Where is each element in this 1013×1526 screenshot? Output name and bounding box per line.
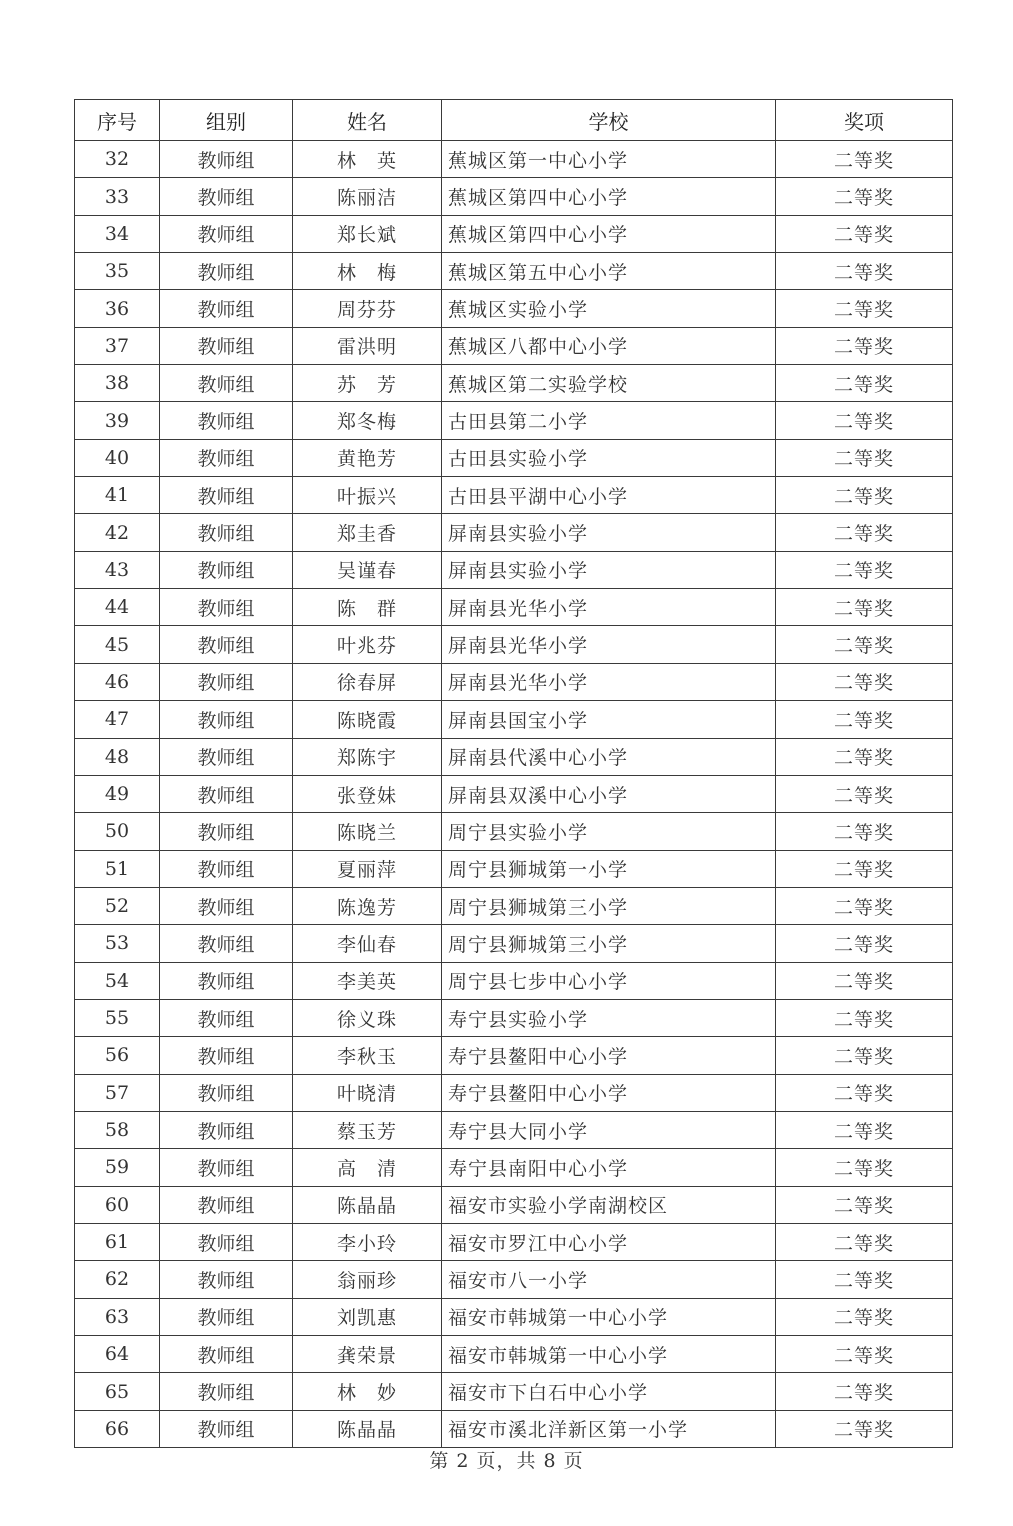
cell-num: 47 [75,701,160,738]
table-row [75,589,953,626]
cell-award: 二等奖 [776,1336,953,1373]
cell-num: 46 [75,663,160,700]
table-row [75,514,953,551]
page-footer: 第 2 页，共 8 页 [429,1450,584,1472]
table-row [75,1223,953,1260]
cell-group: 教师组 [160,1111,293,1148]
cell-num: 45 [75,626,160,663]
cell-name: 徐义珠 [293,999,442,1036]
cell-award: 二等奖 [776,1261,953,1298]
cell-name: 陈晶晶 [293,1410,442,1447]
cell-award: 二等奖 [776,626,953,663]
cell-school: 寿宁县南阳中心小学 [442,1149,776,1186]
cell-group: 教师组 [160,290,293,327]
table-row [75,1111,953,1148]
cell-group: 教师组 [160,402,293,439]
cell-award: 二等奖 [776,178,953,215]
table-row [75,850,953,887]
table-row [75,1410,953,1447]
cell-name: 叶兆芬 [293,626,442,663]
cell-name: 周芬芬 [293,290,442,327]
table-row [75,477,953,514]
cell-group: 教师组 [160,1149,293,1186]
cell-group: 教师组 [160,738,293,775]
cell-num: 66 [75,1410,160,1447]
cell-school: 屏南县光华小学 [442,663,776,700]
table-row [75,327,953,364]
cell-school: 古田县第二小学 [442,402,776,439]
header-group: 组别 [160,100,293,141]
cell-school: 寿宁县鳌阳中心小学 [442,1037,776,1074]
cell-award: 二等奖 [776,738,953,775]
cell-award: 二等奖 [776,514,953,551]
cell-group: 教师组 [160,327,293,364]
table-row [75,813,953,850]
cell-name: 李小玲 [293,1223,442,1260]
cell-school: 屏南县代溪中心小学 [442,738,776,775]
cell-award: 二等奖 [776,1186,953,1223]
cell-school: 屏南县国宝小学 [442,701,776,738]
cell-award: 二等奖 [776,663,953,700]
cell-school: 福安市八一小学 [442,1261,776,1298]
cell-group: 教师组 [160,1223,293,1260]
table-row [75,365,953,402]
cell-name: 陈晓霞 [293,701,442,738]
table-row [75,141,953,178]
table-row [75,1149,953,1186]
table-body [75,141,953,1448]
cell-award: 二等奖 [776,925,953,962]
cell-num: 65 [75,1373,160,1410]
cell-group: 教师组 [160,141,293,178]
cell-num: 58 [75,1111,160,1148]
cell-name: 陈丽洁 [293,178,442,215]
cell-group: 教师组 [160,439,293,476]
cell-num: 36 [75,290,160,327]
header-num: 序号 [75,100,160,141]
table-row [75,1037,953,1074]
cell-group: 教师组 [160,215,293,252]
cell-group: 教师组 [160,775,293,812]
cell-group: 教师组 [160,253,293,290]
cell-name: 黄艳芳 [293,439,442,476]
cell-school: 屏南县实验小学 [442,551,776,588]
cell-school: 福安市实验小学南湖校区 [442,1186,776,1223]
table-row [75,887,953,924]
table-row [75,999,953,1036]
table-row [75,775,953,812]
cell-school: 周宁县狮城第三小学 [442,925,776,962]
cell-num: 64 [75,1336,160,1373]
cell-num: 49 [75,775,160,812]
cell-name: 郑陈宇 [293,738,442,775]
cell-group: 教师组 [160,1186,293,1223]
cell-name: 李美英 [293,962,442,999]
cell-name: 陈逸芳 [293,887,442,924]
cell-award: 二等奖 [776,141,953,178]
cell-school: 蕉城区第二实验学校 [442,365,776,402]
table-row [75,663,953,700]
table-row [75,1074,953,1111]
cell-school: 屏南县实验小学 [442,514,776,551]
cell-num: 57 [75,1074,160,1111]
header-name: 姓名 [293,100,442,141]
cell-num: 37 [75,327,160,364]
cell-award: 二等奖 [776,1111,953,1148]
cell-num: 56 [75,1037,160,1074]
cell-group: 教师组 [160,850,293,887]
cell-group: 教师组 [160,1336,293,1373]
cell-award: 二等奖 [776,1037,953,1074]
cell-award: 二等奖 [776,701,953,738]
cell-award: 二等奖 [776,402,953,439]
cell-group: 教师组 [160,589,293,626]
cell-group: 教师组 [160,999,293,1036]
cell-num: 33 [75,178,160,215]
cell-school: 周宁县实验小学 [442,813,776,850]
cell-award: 二等奖 [776,1373,953,1410]
cell-group: 教师组 [160,663,293,700]
table-row [75,215,953,252]
cell-name: 徐春屏 [293,663,442,700]
cell-group: 教师组 [160,925,293,962]
cell-name: 龚荣景 [293,1336,442,1373]
header-award: 奖项 [776,100,953,141]
cell-school: 周宁县狮城第一小学 [442,850,776,887]
cell-school: 福安市下白石中心小学 [442,1373,776,1410]
cell-num: 59 [75,1149,160,1186]
cell-award: 二等奖 [776,215,953,252]
cell-name: 陈晶晶 [293,1186,442,1223]
cell-num: 53 [75,925,160,962]
cell-school: 屏南县双溪中心小学 [442,775,776,812]
table-row [75,1186,953,1223]
cell-name: 郑长斌 [293,215,442,252]
cell-award: 二等奖 [776,589,953,626]
cell-name: 高 清 [293,1149,442,1186]
cell-num: 50 [75,813,160,850]
cell-name: 林 英 [293,141,442,178]
cell-num: 40 [75,439,160,476]
cell-group: 教师组 [160,514,293,551]
cell-name: 叶晓清 [293,1074,442,1111]
cell-award: 二等奖 [776,290,953,327]
table-row [75,439,953,476]
cell-name: 刘凯惠 [293,1298,442,1335]
cell-school: 蕉城区第一中心小学 [442,141,776,178]
cell-num: 55 [75,999,160,1036]
cell-num: 44 [75,589,160,626]
cell-group: 教师组 [160,1074,293,1111]
cell-group: 教师组 [160,626,293,663]
table-row [75,925,953,962]
cell-school: 福安市韩城第一中心小学 [442,1298,776,1335]
cell-school: 周宁县狮城第三小学 [442,887,776,924]
cell-award: 二等奖 [776,962,953,999]
table-row [75,1336,953,1373]
cell-name: 郑冬梅 [293,402,442,439]
cell-award: 二等奖 [776,1223,953,1260]
table-header-row [75,100,953,141]
cell-award: 二等奖 [776,1410,953,1447]
cell-num: 48 [75,738,160,775]
cell-award: 二等奖 [776,813,953,850]
table-row [75,290,953,327]
cell-award: 二等奖 [776,327,953,364]
table-row [75,738,953,775]
cell-name: 叶振兴 [293,477,442,514]
cell-school: 寿宁县鳌阳中心小学 [442,1074,776,1111]
cell-name: 苏 芳 [293,365,442,402]
cell-award: 二等奖 [776,1298,953,1335]
cell-school: 蕉城区八都中心小学 [442,327,776,364]
cell-group: 教师组 [160,178,293,215]
cell-name: 翁丽珍 [293,1261,442,1298]
cell-school: 福安市韩城第一中心小学 [442,1336,776,1373]
cell-school: 屏南县光华小学 [442,589,776,626]
cell-award: 二等奖 [776,477,953,514]
cell-num: 61 [75,1223,160,1260]
cell-num: 39 [75,402,160,439]
table-row [75,551,953,588]
cell-school: 福安市溪北洋新区第一小学 [442,1410,776,1447]
cell-num: 38 [75,365,160,402]
table-row [75,402,953,439]
cell-name: 陈 群 [293,589,442,626]
cell-school: 福安市罗江中心小学 [442,1223,776,1260]
cell-name: 郑圭香 [293,514,442,551]
cell-group: 教师组 [160,1410,293,1447]
awards-table [74,99,953,1448]
cell-award: 二等奖 [776,1149,953,1186]
table-row [75,253,953,290]
table-row [75,701,953,738]
cell-group: 教师组 [160,1373,293,1410]
cell-group: 教师组 [160,1261,293,1298]
cell-award: 二等奖 [776,365,953,402]
cell-school: 寿宁县大同小学 [442,1111,776,1148]
cell-school: 蕉城区实验小学 [442,290,776,327]
cell-num: 41 [75,477,160,514]
cell-num: 43 [75,551,160,588]
cell-name: 夏丽萍 [293,850,442,887]
cell-award: 二等奖 [776,999,953,1036]
header-school: 学校 [442,100,776,141]
cell-school: 蕉城区第四中心小学 [442,178,776,215]
cell-school: 古田县实验小学 [442,439,776,476]
cell-school: 蕉城区第四中心小学 [442,215,776,252]
cell-group: 教师组 [160,477,293,514]
cell-name: 李秋玉 [293,1037,442,1074]
cell-name: 李仙春 [293,925,442,962]
table-row [75,1298,953,1335]
cell-school: 寿宁县实验小学 [442,999,776,1036]
table-row [75,1373,953,1410]
cell-school: 蕉城区第五中心小学 [442,253,776,290]
cell-num: 35 [75,253,160,290]
cell-school: 古田县平湖中心小学 [442,477,776,514]
cell-num: 62 [75,1261,160,1298]
cell-award: 二等奖 [776,850,953,887]
cell-num: 51 [75,850,160,887]
cell-group: 教师组 [160,1037,293,1074]
cell-award: 二等奖 [776,253,953,290]
cell-school: 屏南县光华小学 [442,626,776,663]
cell-group: 教师组 [160,551,293,588]
cell-award: 二等奖 [776,439,953,476]
cell-group: 教师组 [160,962,293,999]
cell-name: 雷洪明 [293,327,442,364]
cell-group: 教师组 [160,365,293,402]
cell-name: 林 妙 [293,1373,442,1410]
cell-group: 教师组 [160,701,293,738]
table-row [75,178,953,215]
cell-award: 二等奖 [776,887,953,924]
cell-group: 教师组 [160,1298,293,1335]
cell-num: 63 [75,1298,160,1335]
cell-award: 二等奖 [776,1074,953,1111]
cell-group: 教师组 [160,813,293,850]
table-row [75,626,953,663]
cell-name: 陈晓兰 [293,813,442,850]
cell-name: 吴谨春 [293,551,442,588]
table-row [75,962,953,999]
cell-num: 60 [75,1186,160,1223]
cell-num: 42 [75,514,160,551]
cell-num: 34 [75,215,160,252]
cell-name: 张登妹 [293,775,442,812]
cell-group: 教师组 [160,887,293,924]
table-row [75,1261,953,1298]
cell-num: 54 [75,962,160,999]
cell-num: 32 [75,141,160,178]
cell-award: 二等奖 [776,551,953,588]
cell-name: 林 梅 [293,253,442,290]
cell-school: 周宁县七步中心小学 [442,962,776,999]
cell-award: 二等奖 [776,775,953,812]
cell-num: 52 [75,887,160,924]
cell-name: 蔡玉芳 [293,1111,442,1148]
